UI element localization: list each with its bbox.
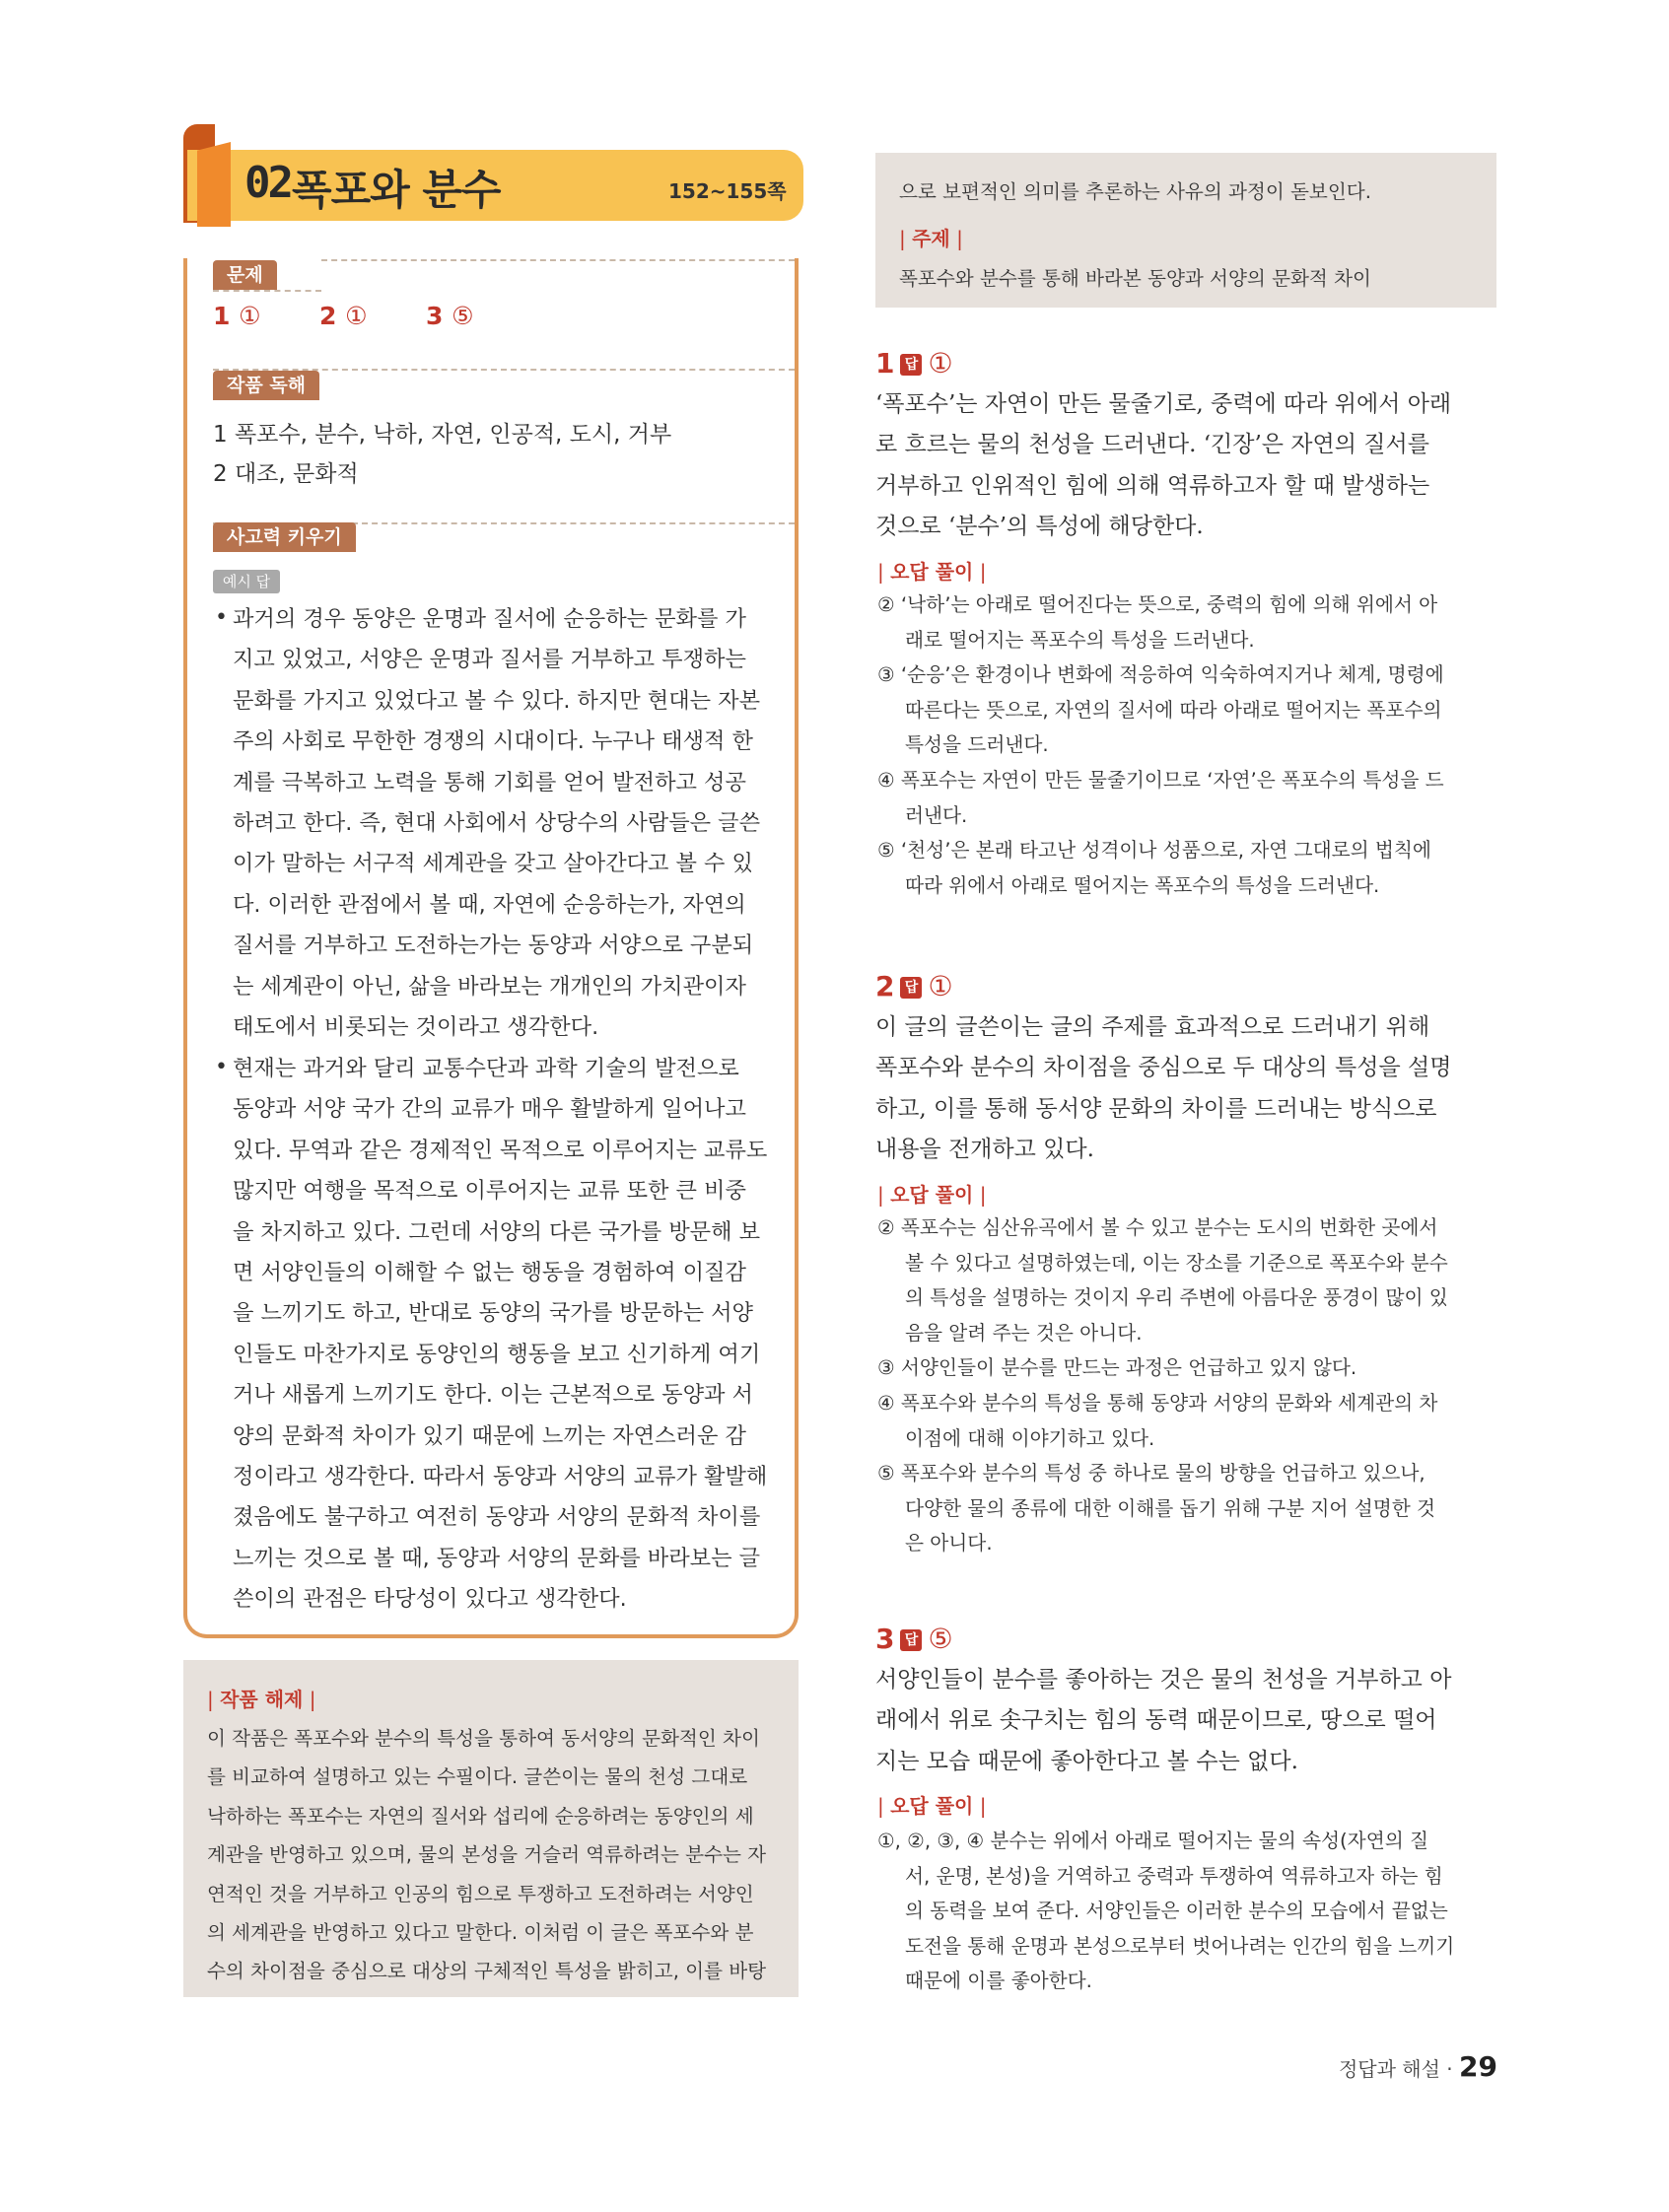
- reading-item-1: 1 폭포수, 분수, 낙하, 자연, 인공적, 도시, 거부: [213, 422, 672, 448]
- question-2-wrong-answers: ② 폭포수는 심산유곡에서 볼 수 있고 분수는 도시의 번화한 곳에서 볼 수 있다고 설명하였는데, 이는 장소를 기준으로 폭포수와 분수 의 특성을 설명하는 것이지 우리 주변에 아름다운 풍경이 많이 있 음을 알려 주는 것은 아니다. ③ 서양인들이 분수를 만드는 과정은 언급하고 있지 않다. ④ 폭포수와 분수의 특성을 통해 동양과 서양의 문화와 세계관의 차 이점에 대해 이야기하고 있다. ⑤ 폭포수와 분수의 특성 중 하나로 물의 방향을 언급하고 있으나, 다양한 물의 종류에 대한 이해를 돕기 위해 구분 지어 설명한 것 은 아니다.: [877, 1216, 1448, 1555]
- page-range: 152~155쪽: [668, 179, 787, 203]
- wrong-answer-label: | 오답 풀이 |: [877, 1183, 987, 1207]
- example-answer-tag: 예시 답: [213, 570, 280, 593]
- question-1-wrong-answers: ② ‘낙하’는 아래로 떨어진다는 뜻으로, 중력의 힘에 의해 위에서 아 래로 떨어지는 폭포수의 특성을 드러낸다. ③ ‘순응’은 환경이나 변화에 적응하여 익숙하여지거나 체계, 명령에 따른다는 뜻으로, 자연의 질서에 따라 아래로 떨어지는 폭포수의 특성을 드러낸다. ④ 폭포수는 자연이 만든 물줄기이므로 ‘자연’은 폭포수의 특성을 드 러낸다. ⑤ ‘천성’은 본래 타고난 성격이나 성품으로, 자연 그대로의 법칙에 따라 위에서 아래로 떨어지는 폭포수의 특성을 드러낸다.: [877, 593, 1444, 897]
- thinking-label: 사고력 키우기: [213, 522, 356, 552]
- theme-label: | 주제 |: [899, 227, 963, 250]
- thinking-paragraph-2: 현재는 과거와 달리 교통수단과 과학 기술의 발전으로 동양과 서양 국가 간의 교류가 매우 활발하게 일어나고 있다. 무역과 같은 경제적인 목적으로 이루어지는 교류도 많지만 여행을 목적으로 이루어지는 교류 또한 큰 비중 을 차지하고 있다. 그런데 서양의 다른 국가를 방문해 보 면 서양인들의 이해할 수 없는 행동을 경험하여 이질감 을 느끼기도 하고, 반대로 동양의 국가를 방문하는 서양 인들도 마찬가지로 동양인의 행동을 보고 신기하게 여기 거나 새롭게 느끼기도 한다. 이는 근본적으로 동양과 서 양의 문화적 차이가 있기 때문에 느끼는 자연스러운 감 정이라고 생각한다. 따라서 동양과 서양의 교류가 활발해 졌음에도 불구하고 여전히 동양과 서양의 문화적 차이를 느끼는 것으로 볼 때, 동양과 서양의 문화를 바라보는 글 쓴이의 관점은 타당성이 있다고 생각한다.: [233, 1056, 768, 1613]
- commentary-continuation: 으로 보편적인 의미를 추론하는 사유의 과정이 돋보인다.: [899, 180, 1371, 203]
- question-1-header: 1 답 ①: [875, 347, 953, 380]
- bullet-icon: •: [215, 605, 228, 630]
- commentary-label: | 작품 해제 |: [207, 1688, 316, 1711]
- answer-badge: 답: [900, 1629, 922, 1651]
- wrong-answer-label: | 오답 풀이 |: [877, 1794, 987, 1818]
- answer-badge: 답: [900, 977, 922, 999]
- wrong-answer-label: | 오답 풀이 |: [877, 560, 987, 584]
- divider: [213, 290, 321, 292]
- divider: [321, 259, 795, 261]
- problem-answer-1: 1 ①: [213, 302, 261, 330]
- question-3-wrong-answers: ①, ②, ③, ④ 분수는 위에서 아래로 떨어지는 물의 속성(자연의 질 서, 운명, 본성)을 거역하고 중력과 투쟁하여 역류하고자 하는 힘 의 동력을 보여 준다. 서양인들은 이러한 분수의 모습에서 끝없는 도전을 통해 운명과 본성으로부터 벗어나려는 인간의 힘을 느끼기 때문에 이를 좋아한다.: [877, 1830, 1455, 1993]
- reading-label: 작품 독해: [213, 371, 319, 400]
- reading-item-2: 2 대조, 문화적: [213, 461, 359, 487]
- question-1-explanation: ‘폭포수’는 자연이 만든 물줄기로, 중력에 따라 위에서 아래 로 흐르는 물의 천성을 드러낸다. ‘긴장’은 자연의 질서를 거부하고 인위적인 힘에 의해 역류하고자 할 때 발생하는 것으로 ‘분수’의 특성에 해당한다.: [875, 391, 1452, 539]
- bullet-icon: •: [215, 1055, 228, 1079]
- problem-answer-3: 3 ⑤: [426, 302, 474, 330]
- theme-text: 폭포수와 분수를 통해 바라본 동양과 서양의 문화적 차이: [899, 267, 1371, 290]
- lesson-number: 02: [244, 158, 291, 208]
- question-2-explanation: 이 글의 글쓴이는 글의 주제를 효과적으로 드러내기 위해 폭포수와 분수의 차이점을 중심으로 두 대상의 특성을 설명 하고, 이를 통해 동서양 문화의 차이를 드러내는 방식으로 내용을 전개하고 있다.: [875, 1014, 1452, 1162]
- question-3-header: 3 답 ⑤: [875, 1623, 953, 1655]
- commentary-text: 이 작품은 폭포수와 분수의 특성을 통하여 동서양의 문화적인 차이 를 비교하여 설명하고 있는 수필이다. 글쓴이는 물의 천성 그대로 낙하하는 폭포수는 자연의 질서와 섭리에 순응하려는 동양인의 세 계관을 반영하고 있으며, 물의 본성을 거슬러 역류하려는 분수는 자 연적인 것을 거부하고 인공의 힘으로 투쟁하고 도전하려는 서양인 의 세계관을 반영하고 있다고 말한다. 이처럼 이 글은 폭포수와 분 수의 차이점을 중심으로 대상의 구체적인 특성을 밝히고, 이를 바탕: [207, 1727, 767, 1983]
- page-footer: 정답과 해설 · 29: [1338, 2050, 1497, 2083]
- problems-label: 문제: [213, 260, 277, 290]
- question-2-header: 2 답 ①: [875, 970, 953, 1002]
- page-number: 29: [1459, 2050, 1497, 2083]
- problem-answer-2: 2 ①: [319, 302, 368, 330]
- title-tab-fold: [197, 142, 231, 227]
- lesson-title: 폭포와 분수: [292, 166, 501, 214]
- thinking-paragraph-1: 과거의 경우 동양은 운명과 질서에 순응하는 문화를 가 지고 있었고, 서양은 운명과 질서를 거부하고 투쟁하는 문화를 가지고 있었다고 볼 수 있다. 하지만 현대는 자본 주의 사회로 무한한 경쟁의 시대이다. 누구나 태생적 한 계를 극복하고 노력을 통해 기회를 얻어 발전하고 성공 하려고 한다. 즉, 현대 사회에서 상당수의 사람들은 글쓴 이가 말하는 서구적 세계관을 갖고 살아간다고 볼 수 있 다. 이러한 관점에서 볼 때, 자연에 순응하는가, 자연의 질서를 거부하고 도전하는가는 동양과 서양으로 구분되 는 세계관이 아닌, 삶을 바라보는 개개인의 가치관이자 태도에서 비롯되는 것이라고 생각한다.: [233, 606, 761, 1041]
- question-3-explanation: 서양인들이 분수를 좋아하는 것은 물의 천성을 거부하고 아 래에서 위로 솟구치는 힘의 동력 때문이므로, 땅으로 떨어 지는 모습 때문에 좋아한다고 볼 수는 없다.: [875, 1667, 1452, 1774]
- answer-badge: 답: [900, 354, 922, 376]
